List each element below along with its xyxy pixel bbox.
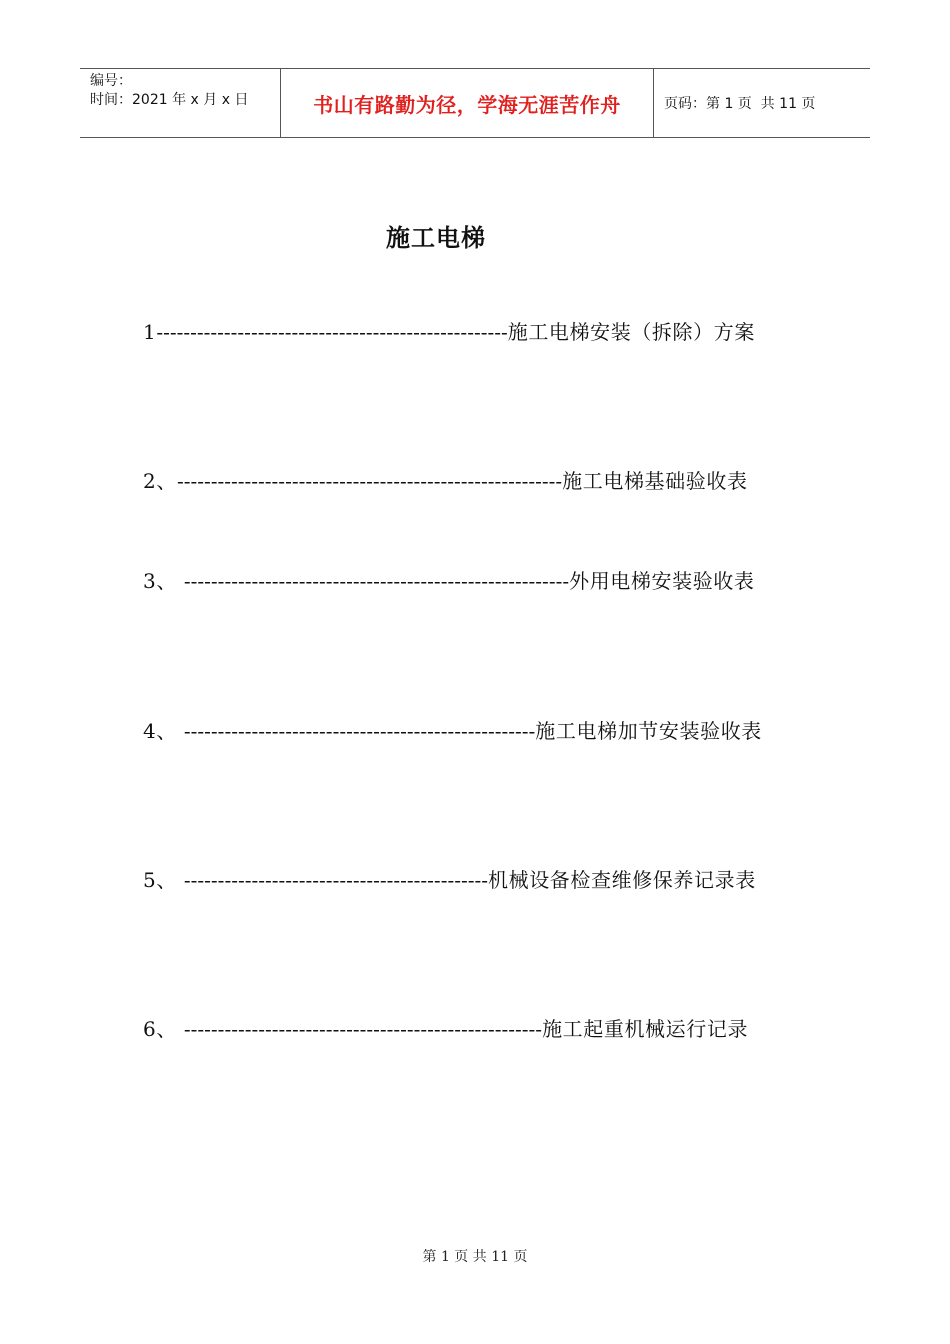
toc-item-text: 施工电梯安装（拆除）方案 bbox=[507, 320, 755, 344]
toc-item-leader: --------------------------------------------------------- bbox=[183, 569, 570, 593]
toc-item-text: 机械设备检查维修保养记录表 bbox=[488, 868, 756, 892]
footer-page-number: 第 1 页 共 11 页 bbox=[422, 1249, 528, 1265]
page-title: 施工电梯 bbox=[386, 224, 486, 252]
toc-item bbox=[143, 856, 807, 905]
toc-item-number: 4、 bbox=[143, 719, 184, 743]
toc-item bbox=[143, 707, 807, 756]
toc-item-number: 1 bbox=[143, 320, 157, 344]
toc-item bbox=[143, 557, 807, 606]
time-label: 时间：2021 年 x 月 x 日 bbox=[90, 92, 249, 108]
toc-item bbox=[143, 308, 807, 357]
header-meta-cell bbox=[80, 69, 281, 137]
toc-item-number: 2、 bbox=[143, 469, 177, 493]
toc-item-text: 外用电梯安装验收表 bbox=[569, 569, 755, 593]
page-info: 页码：第 1 页 共 11 页 bbox=[664, 96, 816, 112]
toc-item-leader: ---------------------------------------------------- bbox=[183, 719, 536, 743]
motto-text: 书山有路勤为径，学海无涯苦作舟 bbox=[313, 92, 621, 117]
toc-item-text: 施工电梯基础验收表 bbox=[562, 469, 748, 493]
number-label: 编号： bbox=[90, 73, 132, 89]
toc-item-number: 3、 bbox=[143, 569, 184, 593]
toc-item-number: 5、 bbox=[143, 868, 184, 892]
page-footer bbox=[0, 1246, 950, 1266]
page-header bbox=[80, 68, 870, 138]
header-motto-cell bbox=[281, 69, 654, 137]
toc-item-text: 施工电梯加节安装验收表 bbox=[535, 719, 762, 743]
toc-item-text: 施工起重机械运行记录 bbox=[542, 1017, 749, 1041]
toc-item-leader: --------------------------------------------- bbox=[183, 868, 488, 892]
toc-item-number: 6、 bbox=[143, 1017, 184, 1041]
toc-item bbox=[143, 1005, 807, 1054]
toc-item bbox=[143, 457, 807, 506]
toc-item-leader: --------------------------------------------------------- bbox=[176, 469, 563, 493]
header-page-cell bbox=[654, 69, 870, 137]
toc-item-leader: ---------------------------------------------------- bbox=[156, 320, 508, 344]
toc-item-leader: ----------------------------------------------------- bbox=[183, 1017, 543, 1041]
